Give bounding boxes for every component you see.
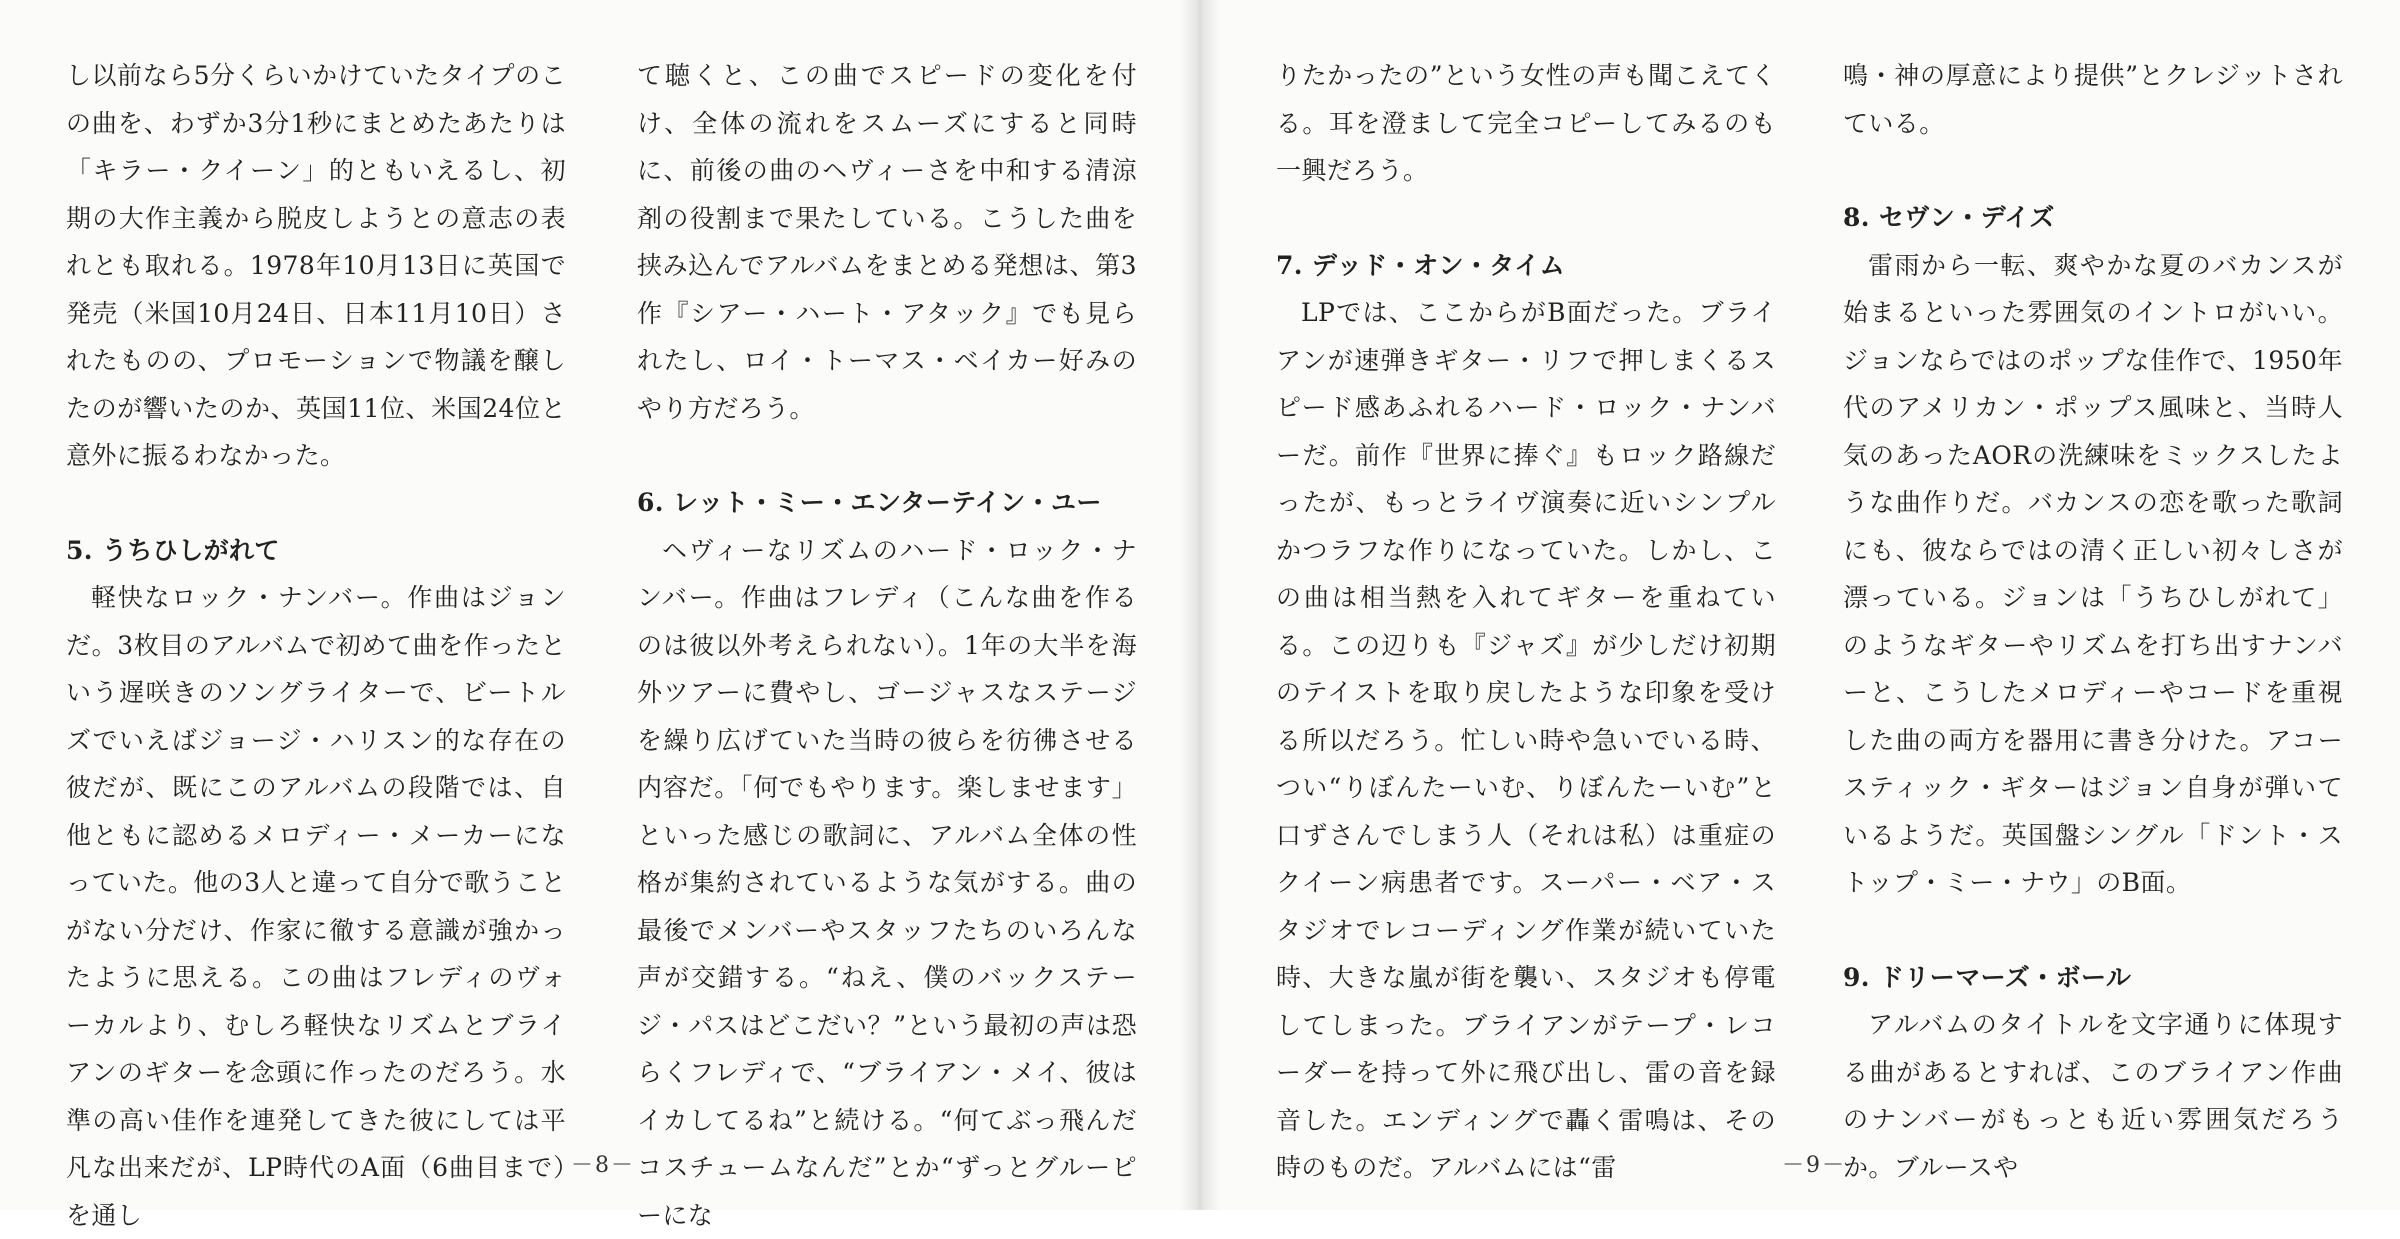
right-page-column-2	[1843, 52, 2343, 1191]
book-gutter	[1180, 0, 1220, 1210]
section-heading-7: 7. デッド・オン・タイム	[1276, 242, 1776, 290]
left-page-column-2	[637, 52, 1137, 1239]
page-number: －9－	[1754, 1148, 1874, 1179]
paragraph: し以前なら5分くらいかけていたタイプのこの曲を、わずか3分1秒にまとめたあたりは「キラー・クイーン」的ともいえるし、初期の大作主義から脱皮しようとの意志の表れとも取れる。1978年10月13日に英国で発売（米国10月24日、日本11月10日）されたものの、プロモーションで物議を醸したのが響いたのか、英国11位、米国24位と意外に振るわなかった。	[66, 52, 566, 480]
paragraph: りたかったの”という女性の声も聞こえてくる。耳を澄まして完全コピーしてみるのも一興だろう。	[1276, 52, 1776, 195]
section-heading-5: 5. うちひしがれて	[66, 527, 566, 575]
paragraph: アルバムのタイトルを文字通りに体現する曲があるとすれば、このブライアン作曲のナンバーがもっとも近い雰囲気だろうか。ブルースや	[1843, 1001, 2343, 1191]
paragraph: LPでは、ここからがB面だった。ブライアンが速弾きギター・リフで押しまくるスピード感あふれるハード・ロック・ナンバーだ。前作『世界に捧ぐ』もロック路線だったが、もっとライヴ演奏に近いシンプルかつラフな作りになっていた。しかし、この曲は相当熱を入れてギターを重ねている。この辺りも『ジャズ』が少しだけ初期のテイストを取り戻したような印象を受ける所以だろう。忙しい時や急いでいる時、つい“りぼんたーいむ、りぼんたーいむ”と口ずさんでしまう人（それは私）は重症のクイーン病患者です。スーパー・ベア・スタジオでレコーディング作業が続いていた時、大きな嵐が街を襲い、スタジオも停電してしまった。ブライアンがテープ・レコーダーを持って外に飛び出し、雷の音を録音した。エンディングで轟く雷鳴は、その時のものだ。アルバムには“雷	[1276, 289, 1776, 1192]
section-heading-6: 6. レット・ミー・エンターテイン・ユー	[637, 479, 1137, 527]
right-page-column-1	[1276, 52, 1776, 1192]
section-heading-8: 8. セヴン・デイズ	[1843, 194, 2343, 242]
paragraph: ヘヴィーなリズムのハード・ロック・ナンバー。作曲はフレディ（こんな曲を作るのは彼以外考えられない）。1年の大半を海外ツアーに費やし、ゴージャスなステージを繰り広げていた当時の彼らを彷彿させる内容だ。「何でもやります。楽しませます」といった感じの歌詞に、アルバム全体の性格が集約されているような気がする。曲の最後でメンバーやスタッフたちのいろんな声が交錯する。“ねえ、僕のバックステージ・パスはどこだい？”という最初の声は恐らくフレディで、“ブライアン・メイ、彼はイカしてるね”と続ける。“何てぶっ飛んだコスチュームなんだ”とか“ずっとグルーピーにな	[637, 527, 1137, 1239]
paragraph: 軽快なロック・ナンバー。作曲はジョンだ。3枚目のアルバムで初めて曲を作ったという遅咲きのソングライターで、ビートルズでいえばジョージ・ハリスン的な存在の彼だが、既にこのアルバムの段階では、自他ともに認めるメロディー・メーカーになっていた。他の3人と違って自分で歌うことがない分だけ、作家に徹する意識が強かったように思える。この曲はフレディのヴォーカルより、むしろ軽快なリズムとブライアンのギターを念頭に作ったのだろう。水準の高い佳作を連発してきた彼にしては平凡な出来だが、LP時代のA面（6曲目まで）を通し	[66, 574, 566, 1239]
right-page	[1200, 0, 2400, 1210]
page-number: －8－	[543, 1148, 663, 1179]
left-page	[0, 0, 1190, 1210]
section-heading-9: 9. ドリーマーズ・ボール	[1843, 954, 2343, 1002]
paragraph: 鳴・神の厚意により提供”とクレジットされている。	[1843, 52, 2343, 147]
paragraph: て聴くと、この曲でスピードの変化を付け、全体の流れをスムーズにすると同時に、前後の曲のヘヴィーさを中和する清涼剤の役割まで果たしている。こうした曲を挟み込んでアルバムをまとめる発想は、第3作『シアー・ハート・アタック』でも見られたし、ロイ・トーマス・ベイカー好みのやり方だろう。	[637, 52, 1137, 432]
left-page-column-1	[66, 52, 566, 1239]
paragraph: 雷雨から一転、爽やかな夏のバカンスが始まるといった雰囲気のイントロがいい。ジョンならではのポップな佳作で、1950年代のアメリカン・ポップス風味と、当時人気のあったAORの洗練味をミックスしたような曲作りだ。バカンスの恋を歌った歌詞にも、彼ならではの清く正しい初々しさが漂っている。ジョンは「うちひしがれて」のようなギターやリズムを打ち出すナンバーと、こうしたメロディーやコードを重視した曲の両方を器用に書き分けた。アコースティック・ギターはジョン自身が弾いているようだ。英国盤シングル「ドント・ストップ・ミー・ナウ」のB面。	[1843, 242, 2343, 907]
